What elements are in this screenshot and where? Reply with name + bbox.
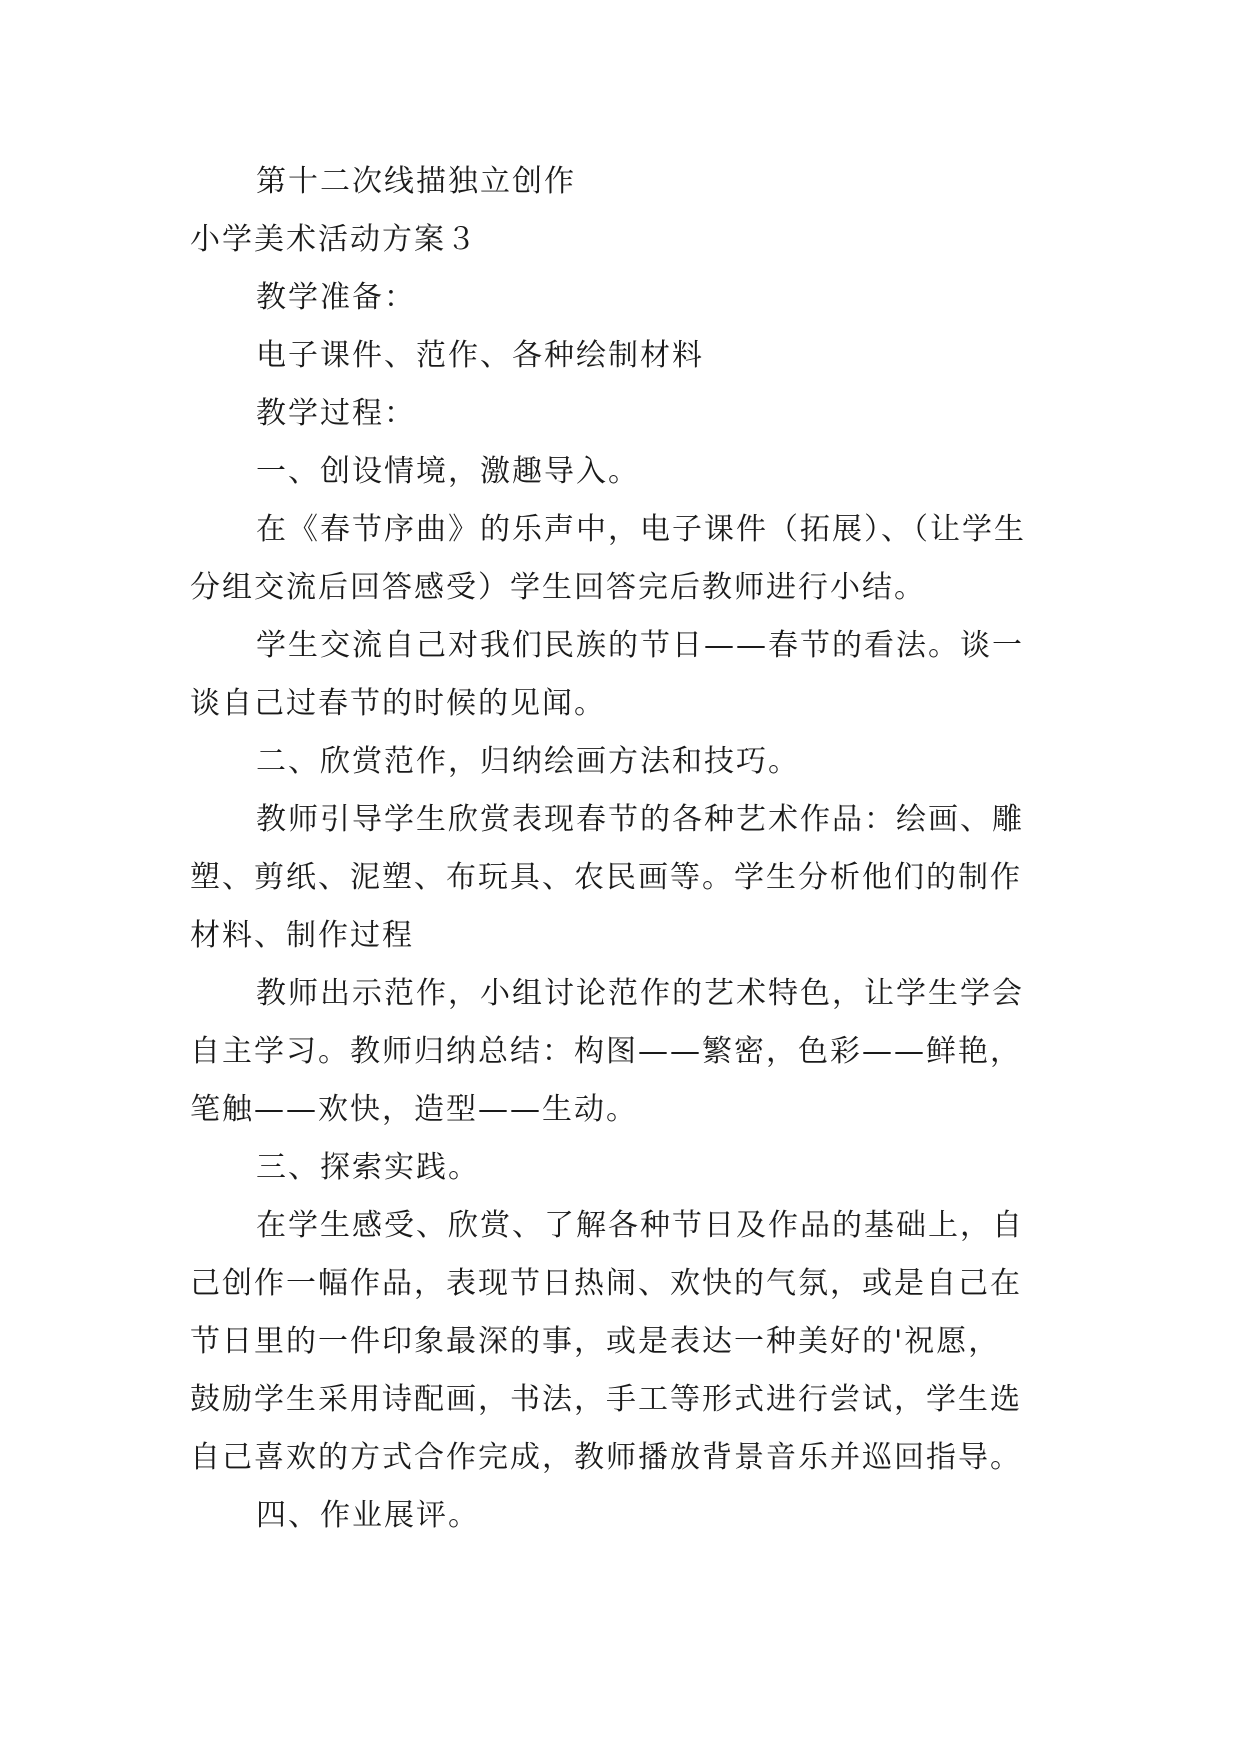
text-line-22: 鼓励学生采用诗配画，书法，手工等形式进行尝试，学生选 [190, 1382, 1022, 1417]
text-line-19: 在学生感受、欣赏、了解各种节日及作品的基础上，自 [256, 1208, 1024, 1243]
text-line-5: 教学过程： [256, 396, 416, 431]
document-body [190, 153, 1070, 1545]
text-line-10: 谈自己过春节的时候的见闻。 [190, 686, 606, 721]
text-line-14: 材料、制作过程 [190, 918, 414, 953]
text-line-1: 第十二次线描独立创作 [256, 164, 576, 199]
text-line-12: 教师引导学生欣赏表现春节的各种艺术作品：绘画、雕 [256, 802, 1024, 837]
text-line-20: 己创作一幅作品，表现节日热闹、欢快的气氛，或是自己在 [190, 1266, 1022, 1301]
text-line-7: 在《春节序曲》的乐声中，电子课件（拓展）、（让学生 [256, 512, 1026, 547]
text-line-9: 学生交流自己对我们民族的节日——春节的看法。谈一 [256, 628, 1024, 663]
text-line-21: 节日里的一件印象最深的事，或是表达一种美好的'祝愿， [190, 1324, 1001, 1359]
text-line-16: 自主学习。教师归纳总结：构图——繁密，色彩——鲜艳， [190, 1034, 1022, 1069]
text-line-13: 塑、剪纸、泥塑、布玩具、农民画等。学生分析他们的制作 [190, 860, 1022, 895]
text-line-4: 电子课件、范作、各种绘制材料 [256, 338, 704, 373]
section-title: 小学美术活动方案３ [190, 222, 478, 257]
text-line-11: 二、欣赏范作，归纳绘画方法和技巧。 [256, 744, 800, 779]
text-line-15: 教师出示范作，小组讨论范作的艺术特色，让学生学会 [256, 976, 1024, 1011]
text-line-23: 自己喜欢的方式合作完成，教师播放背景音乐并巡回指导。 [190, 1440, 1022, 1475]
text-line-17: 笔触——欢快，造型——生动。 [190, 1092, 638, 1127]
text-line-18: 三、探索实践。 [256, 1150, 480, 1185]
text-line-6: 一、创设情境，激趣导入。 [256, 454, 640, 489]
text-line-3: 教学准备： [256, 280, 416, 315]
text-line-8: 分组交流后回答感受）学生回答完后教师进行小结。 [190, 570, 926, 605]
text-line-24: 四、作业展评。 [256, 1498, 480, 1533]
